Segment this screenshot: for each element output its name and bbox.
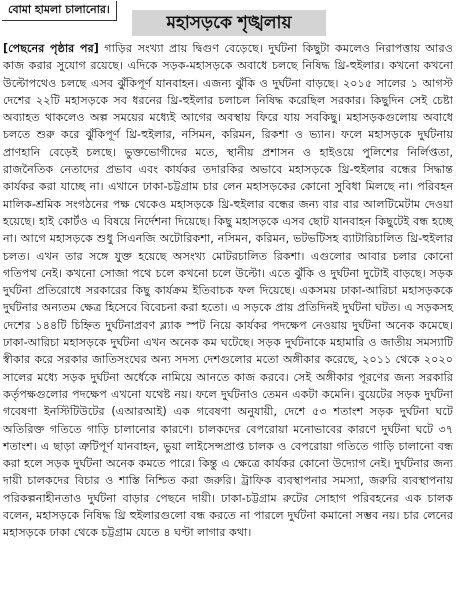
continuation-label: [পেছনের পৃষ্ঠার পর] — [3, 42, 99, 55]
previous-article-fragment: বোমা হামলা চালানোর। — [2, 1, 117, 21]
body-paragraph: গাড়ির সংখ্যা প্রায় দ্বিগুণ বেড়েছে। দুর্ঘটনা কিছুটা কমলেও নিরাপত্তায় আরও কাজ করার সুযোগ রয়েছে। এদিকে সড়ক-মহাসড়কে অবাধে চলছে নিষিদ্ধ থ্রি-হুইলার। কখনো কখনো উল্টোপথেও চলছে এসব ঝুঁকিপূর্ণ যানবাহন। এজন্য ঝুঁকি ও দুর্ঘটনা বাড়ছে। ২০১৫ সালের ১ আগস্ট দেশের ২২টি মহাসড়কে সব ধরনের থ্রি-হুইলার চলাচল নিষিদ্ধ করেছিল সরকার। কিছুদিন সেই চেষ্টা অব্যাহত থাকলেও অল্প সময়ের মধ্যেই আগের অবস্থায় ফিরে যায় সবকিছু। মহাসড়কগুলোয় অবাধে চলতে শুরু করে ঝুঁকিপূর্ণ থ্রি-হুইলার, নসিমন, করিমন, রিকশা ও ভ্যান। ফলে মহাসড়কে দুর্ঘটনায় প্রাণহানি বেড়েই চলছে। ভুক্তভোগীদের মতে, স্থানীয় প্রশাসন ও হাইওয়ে পুলিশের নির্লিপ্ততা, রাজনৈতিক নেতাদের প্রভাব এবং কার্যকর তদারকির অভাবে মহাসড়কে থ্রি-হুইলার বন্ধের সিদ্ধান্ত কার্যকর করা যাচ্ছে না। এখানে ঢাকা-চট্টগ্রাম চার লেন মহাসড়কের কোনো সুবিধা মিলছে না। পরিবহন মালিক-শ্রমিক সংগঠনের পক্ষ থেকেও মহাসড়কে থ্রি-হুইলার বন্ধের জন্য বার বার আলটিমেটাম দেওয়া হয়েছে। হাই কোর্টও এ বিষয়ে নির্দেশনা দিয়েছে। কিছু মহাসড়কে এসব ছোট যানবাহন কিছুটেই বন্ধ হচ্ছে না। আগে মহাসড়কে শুধু সিএনজি অটোরিকশা, নসিমন, করিমন, ভটভটিসহ ব্যাটারিচালিত থ্রি-হুইলার চলত। এখন তার সঙ্গে যুক্ত হয়েছে অসংখ্য মোটরচালিত রিকশা। এগুলোর আবার চলার কোনো গতিপথ নেই। কখনো সোজা পথে চলে কখনো চলে উল্টো। এতে ঝুঁকি ও দুর্ঘটনা দুটোই বাড়ছে। সড়ক দুর্ঘটনা প্রতিরোধে সরকারের কিছু কার্যক্রম ইতিবাচক ফল দিয়েছে। একসময় ঢাকা-আরিচা মহাসড়ককে দুর্ঘটনার অন্যতম ক্ষেত্র হিসেবে বিবেচনা করা হতো। এ সড়কে প্রায় প্রতিদিনই দুর্ঘটনা ঘটত। এ সড়কসহ দেশের ১৪৪টি চিহ্নিত দুর্ঘটনাপ্রবণ ব্ল্যাক স্পট নিয়ে কার্যকর পদক্ষেপ নেওয়ায় দুর্ঘটনা অনেক কমেছে। ঢাকা-আরিচা মহাসড়কে দুর্ঘটনা এখন অনেক কম ঘটেছে। সড়ক দুর্ঘটনাকে মহামারি ও জাতীয় সমস্যাটি স্বীকার করে সরকার জাতিসংঘের অন্য সদস্য দেশগুলোর মতো অঙ্গীকার করেছে, ২০১১ থেকে ২০২০ সালের মধ্যে সড়ক দুর্ঘটনা অর্ধেকে নামিয়ে আনতে কাজ করবে। সেই অঙ্গীকার পূরণের জন্য সরকারি কর্তৃপক্ষগুলোর পদক্ষেপ এখনো যথেষ্ট নয়। ফলে দুর্ঘটনাও তেমন একটা কমেনি। বুয়েটের সড়ক দুর্ঘটনা গবেষণা ইনস্টিটিউটের (এআরআই) এক গবেষণা অনুযায়ী, দেশে ৫৩ শতাংশ সড়ক দুর্ঘটনা ঘটে অতিরিক্ত গতিতে গাড়ি চালানোর কারণে। চালকদের বেপরোয়া মনোভাবের কারণে দুর্ঘটনা ঘটে ৩৭ শতাংশ। এ ছাড়া ত্রুটিপূর্ণ যানবাহন, ভুয়া লাইসেন্সপ্রাপ্ত চালক ও বেপরোয়া গতিতে গাড়ি চালানো বন্ধ করা হলে সড়ক দুর্ঘটনা অনেক কমতে পারে। কিন্তু এ ক্ষেত্রে কার্যকর কোনো উদ্যোগ নেই। দুর্ঘটনার জন্য দায়ী চালকদের বিচার ও শাস্তি নিশ্চিত করা জরুরি। ট্রাফিক ব্যবস্থাপনার সমস্যা, জরুরি ব্যবস্থাপনায় পরিকল্পনাহীনতাও দুর্ঘটনা বাড়ার পেছনে দায়ী। ঢাকা-চট্টগ্রাম রুটের সোহাগ পরিবহনের এক চালক বলেন, মহাসড়কে নিষিদ্ধ থ্রি হুইলারগুলো বন্ধ করতে না পারলে দুর্ঘটনা কমানো সম্ভব নয়। চার লেনের মহাসড়কে ঢাকা থেকে চট্টগ্রাম যেতে ৪ ঘণ্টা লাগার কথা। — [3, 42, 453, 540]
headline: মহাসড়কে শৃঙ্খলায় — [132, 10, 326, 36]
article-body — [3, 40, 453, 542]
